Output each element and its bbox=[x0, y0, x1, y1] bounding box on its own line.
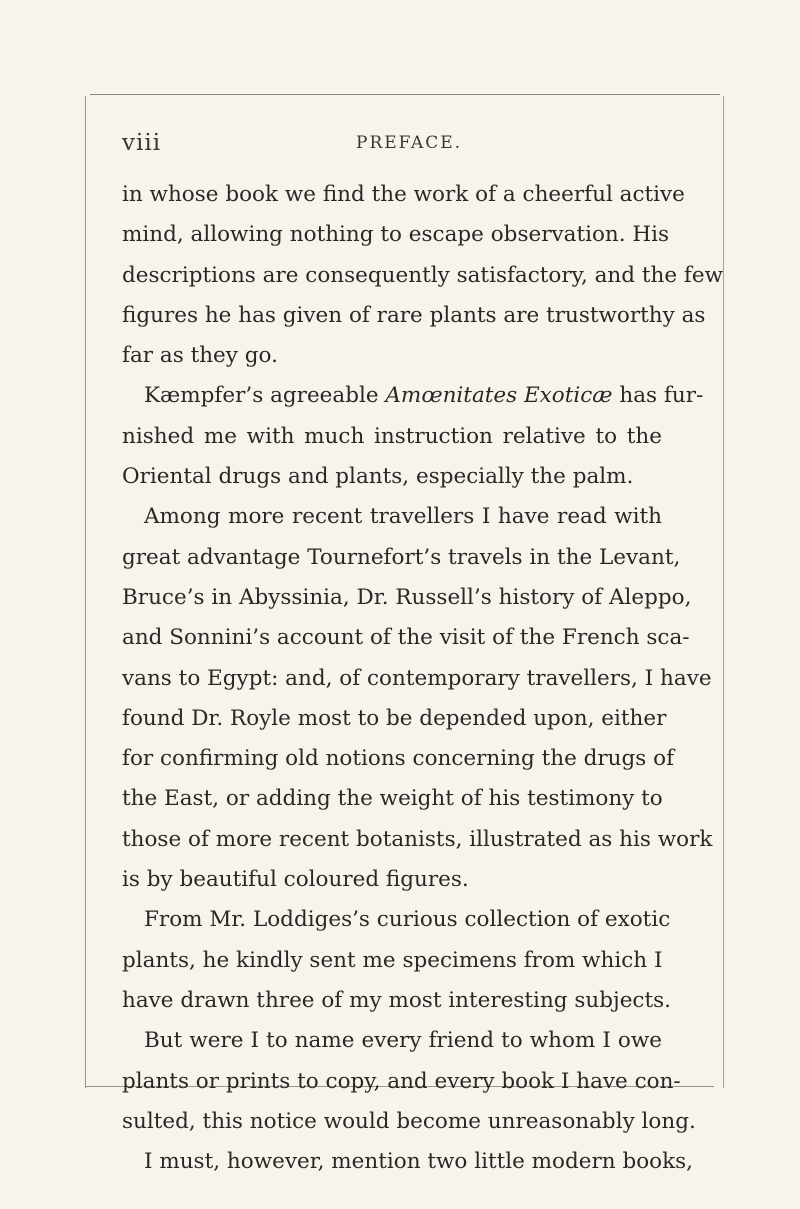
page-border-top bbox=[90, 94, 720, 95]
text-line: From Mr. Loddiges’s curious collection of exotic bbox=[144, 907, 671, 933]
text-line: is by beautiful coloured figures. bbox=[122, 867, 469, 893]
text-line bbox=[122, 376, 704, 416]
text-line: great advantage Tournefort’s travels in the Levant, bbox=[122, 544, 681, 570]
page-border-right bbox=[723, 96, 724, 1088]
text-line: the East, or adding the weight of his testimony to bbox=[122, 786, 663, 812]
text-line: figures he has given of rare plants are trustworthy as bbox=[122, 302, 706, 328]
running-head bbox=[122, 130, 662, 162]
text-line: Among more recent travellers I have read with bbox=[144, 504, 662, 530]
text-line: mind, allowing nothing to escape observation. His bbox=[122, 222, 670, 248]
text-line: for confirming old notions concerning the drugs of bbox=[122, 746, 675, 772]
body-text bbox=[122, 175, 724, 1182]
text-line: found Dr. Royle most to be depended upon, either bbox=[122, 705, 667, 731]
text-line: and Sonnini’s account of the visit of the French sca- bbox=[122, 625, 690, 651]
book-title-italic: Amœnitates Exoticæ bbox=[385, 383, 613, 409]
text-line: Bruce’s in Abyssinia, Dr. Russell’s history of Aleppo, bbox=[122, 584, 692, 610]
page-number: viii bbox=[122, 130, 162, 156]
text-line: far as they go. bbox=[122, 343, 278, 369]
text-line: Oriental drugs and plants, especially the palm. bbox=[122, 464, 634, 490]
header-title: PREFACE. bbox=[356, 133, 463, 153]
text-line: nished me with much instruction relative to the bbox=[122, 423, 662, 449]
text-line: in whose book we find the work of a cheerful active bbox=[122, 182, 685, 207]
text-line: plants, he kindly sent me specimens from which I bbox=[122, 947, 663, 973]
text-line: those of more recent botanists, illustrated as his work bbox=[122, 826, 713, 852]
page-border-left bbox=[85, 96, 86, 1088]
text-span: has fur- bbox=[612, 383, 704, 409]
text-line: have drawn three of my most interesting subjects. bbox=[122, 987, 671, 1013]
text-line: vans to Egypt: and, of contemporary travellers, I have bbox=[122, 665, 712, 691]
text-line: plants or prints to copy, and every book I have con- bbox=[122, 1068, 681, 1094]
text-line: I must, however, mention two little modern books, bbox=[144, 1149, 693, 1175]
text-line: descriptions are consequently satisfactory, and the few bbox=[122, 262, 724, 288]
text-line: But were I to name every friend to whom I owe bbox=[144, 1028, 662, 1054]
text-span: Kæmpfer’s agreeable bbox=[144, 383, 386, 409]
text-line: sulted, this notice would become unreasonably long. bbox=[122, 1108, 696, 1134]
